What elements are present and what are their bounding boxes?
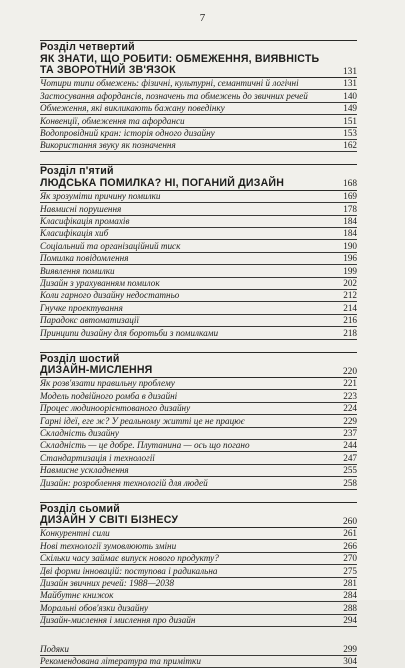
entry-page: 284 — [343, 590, 357, 601]
entry-page: 299 — [343, 643, 357, 654]
toc-entry[interactable] — [40, 290, 357, 302]
toc-entry[interactable] — [40, 128, 357, 140]
entry-page: 131 — [343, 78, 357, 89]
entry-title: Коли гарного дизайну недостатньо — [40, 290, 180, 301]
section-title-line: ЛЮДСЬКА ПОМИЛКА? НІ, ПОГАНИЙ ДИЗАЙН — [40, 176, 285, 189]
section-page: 168 — [342, 179, 357, 190]
entry-title: Гарні ідеї, еге ж? У реальному житті це не працює — [40, 415, 245, 426]
section-page: 220 — [342, 366, 357, 377]
toc-entry-references[interactable] — [40, 656, 357, 668]
entry-title: Конкурентні сили — [40, 528, 110, 539]
entry-page: 153 — [343, 127, 357, 138]
toc-entry[interactable] — [40, 140, 357, 152]
entry-page: 247 — [343, 452, 357, 463]
section-title-row — [40, 178, 357, 191]
entry-title: Соціальний та організаційний тиск — [40, 240, 181, 251]
entry-title: Виявлення помилки — [40, 265, 115, 276]
entry-page: 140 — [343, 90, 357, 101]
entry-title: Принципи дизайну для боротьби з помилками — [40, 327, 219, 338]
back-matter — [40, 643, 357, 668]
entry-title: Як розв'язати правильну проблему — [40, 378, 175, 389]
toc-entry[interactable] — [40, 115, 357, 127]
toc-entry[interactable] — [40, 477, 357, 489]
section-title-line: ЯК ЗНАТИ, ЩО РОБИТИ: ОБМЕЖЕННЯ, ВИЯВНІСТЬ — [40, 52, 320, 65]
toc-entry[interactable] — [40, 390, 357, 402]
entry-page: 221 — [343, 378, 357, 389]
toc-entry-acknowledgements[interactable] — [40, 643, 357, 655]
entry-title: Рекомендована література та примітки — [40, 655, 201, 666]
entry-page: 304 — [343, 655, 357, 666]
toc-entry[interactable] — [40, 90, 357, 102]
entry-title: Чотири типи обмежень: фізичні, культурні, семантичні й логічні — [40, 78, 299, 89]
entry-title: Дизайн звичних речей: 1988—2038 — [40, 578, 175, 588]
entry-page: 270 — [343, 553, 357, 564]
entry-page: 149 — [343, 103, 357, 114]
toc-entry[interactable] — [40, 452, 357, 464]
entry-page: 288 — [343, 602, 357, 613]
toc-entry[interactable] — [40, 465, 357, 477]
entry-page: 223 — [343, 390, 357, 401]
entry-title: Помилка повідомлення — [40, 253, 129, 264]
toc-entry[interactable] — [40, 265, 357, 277]
entry-page: 199 — [343, 265, 357, 276]
section-title-line: ДИЗАЙН-МИСЛЕННЯ — [40, 364, 153, 377]
section-chapter-4 — [40, 40, 357, 152]
table-of-contents — [40, 40, 357, 668]
toc-entry[interactable] — [40, 615, 357, 627]
entry-title: Дизайн з урахуванням помилок — [40, 277, 160, 288]
entry-page: 184 — [343, 228, 357, 239]
entry-page: 190 — [343, 240, 357, 251]
toc-entry[interactable] — [40, 540, 357, 552]
entry-title: Дві форми інновацій: поступова і радикальна — [40, 565, 218, 576]
toc-entry[interactable] — [40, 565, 357, 577]
entry-page: 196 — [343, 253, 357, 264]
entry-page: 184 — [343, 216, 357, 227]
toc-entry[interactable] — [40, 240, 357, 252]
entry-page: 244 — [343, 440, 357, 451]
entry-title: Дизайн-мислення і мислення про дизайн — [40, 615, 196, 626]
entry-page: 214 — [343, 302, 357, 313]
entry-title: Навмисне ускладнення — [40, 465, 129, 476]
entry-page: 275 — [343, 565, 357, 576]
entry-title: Майбутнє книжок — [40, 590, 114, 601]
entry-title: Складність дизайну — [40, 427, 119, 438]
section-chapter-6 — [40, 352, 357, 490]
entry-title: Конвенції, обмеження та афорданси — [40, 115, 185, 126]
entry-page: 218 — [343, 327, 357, 338]
toc-entry[interactable] — [40, 302, 357, 314]
entry-page: 229 — [343, 415, 357, 426]
entry-title: Дизайн: розроблення технологій для людей — [40, 477, 208, 488]
entry-title: Парадокс автоматизації — [40, 315, 140, 326]
entry-page: 216 — [343, 315, 357, 326]
section-chapter-7 — [40, 502, 357, 628]
entry-page: 169 — [343, 191, 357, 202]
entry-page: 258 — [343, 477, 357, 488]
section-label: Розділ п'ятий — [40, 165, 114, 178]
section-title-row — [40, 515, 357, 528]
toc-entry[interactable] — [40, 278, 357, 290]
toc-entry[interactable] — [40, 428, 357, 440]
toc-entry[interactable] — [40, 216, 357, 228]
section-label: Розділ сьомий — [40, 502, 120, 515]
entry-title: Процес людиноорієнтованого дизайну — [40, 403, 191, 414]
toc-entry[interactable] — [40, 228, 357, 240]
section-title-row — [40, 65, 357, 78]
entry-page: 266 — [343, 540, 357, 551]
entry-page: 151 — [343, 115, 357, 126]
section-title-line: ДИЗАЙН У СВІТІ БІЗНЕСУ — [40, 514, 179, 527]
section-page: 131 — [342, 66, 357, 77]
entry-page: 202 — [343, 277, 357, 288]
entry-title: Гнучке проектування — [40, 302, 123, 313]
toc-entry[interactable] — [40, 590, 357, 602]
page-number: 7 — [199, 12, 206, 24]
entry-page: 261 — [343, 528, 357, 539]
section-chapter-5 — [40, 164, 357, 339]
toc-entry[interactable] — [40, 528, 357, 540]
toc-entry[interactable] — [40, 378, 357, 390]
section-title-row — [40, 365, 357, 378]
entry-title: Подяки — [40, 643, 69, 654]
entry-title: Як зрозуміти причину помилки — [40, 191, 161, 202]
entry-title: Скільки часу займає випуск нового продукту? — [40, 553, 219, 564]
toc-entry[interactable] — [40, 602, 357, 614]
entry-title: Стандартизація і технології — [40, 452, 155, 463]
entry-title: Навмисні порушення — [40, 203, 122, 214]
entry-page: 212 — [343, 290, 357, 301]
entry-title: Обмеження, які викликають бажану поведінку — [40, 103, 225, 114]
toc-entry[interactable] — [40, 203, 357, 215]
section-label: Розділ шостий — [40, 352, 120, 365]
toc-entry[interactable] — [40, 191, 357, 203]
entry-title: Складність — це добре. Плутанина — ось що погано — [40, 440, 250, 451]
entry-title: Моральні обов'язки дизайну — [40, 602, 149, 613]
toc-entry[interactable] — [40, 103, 357, 115]
toc-entry[interactable] — [40, 253, 357, 265]
entry-page: 162 — [343, 140, 357, 151]
entry-page: 294 — [343, 615, 357, 626]
toc-entry[interactable] — [40, 327, 357, 339]
toc-entry[interactable] — [40, 315, 357, 327]
section-page: 260 — [342, 516, 357, 527]
toc-entry[interactable] — [40, 415, 357, 427]
entry-page: 178 — [343, 203, 357, 214]
entry-title: Модель подвійного ромба в дизайні — [40, 390, 178, 401]
toc-entry[interactable] — [40, 440, 357, 452]
entry-title: Використання звуку як позначення — [40, 140, 176, 151]
toc-entry[interactable] — [40, 578, 357, 590]
toc-entry[interactable] — [40, 403, 357, 415]
entry-title: Застосування афордансів, позначень та обмежень до звичних речей — [40, 90, 308, 101]
toc-entry[interactable] — [40, 78, 357, 90]
section-label: Розділ четвертий — [40, 41, 135, 53]
entry-title: Класифікація промахів — [40, 216, 130, 227]
section-title-line: ТА ЗВОРОТНИЙ ЗВ'ЯЗОК — [40, 64, 176, 76]
entry-page: 224 — [343, 403, 357, 414]
entry-title: Нові технології зумовлюють зміни — [40, 540, 177, 551]
entry-title: Водопровідний кран: історія одного дизайну — [40, 127, 215, 138]
entry-title: Класифікація хиб — [40, 228, 109, 239]
toc-entry[interactable] — [40, 553, 357, 565]
entry-page: 237 — [343, 427, 357, 438]
entry-page: 281 — [343, 578, 357, 588]
entry-page: 255 — [343, 465, 357, 476]
